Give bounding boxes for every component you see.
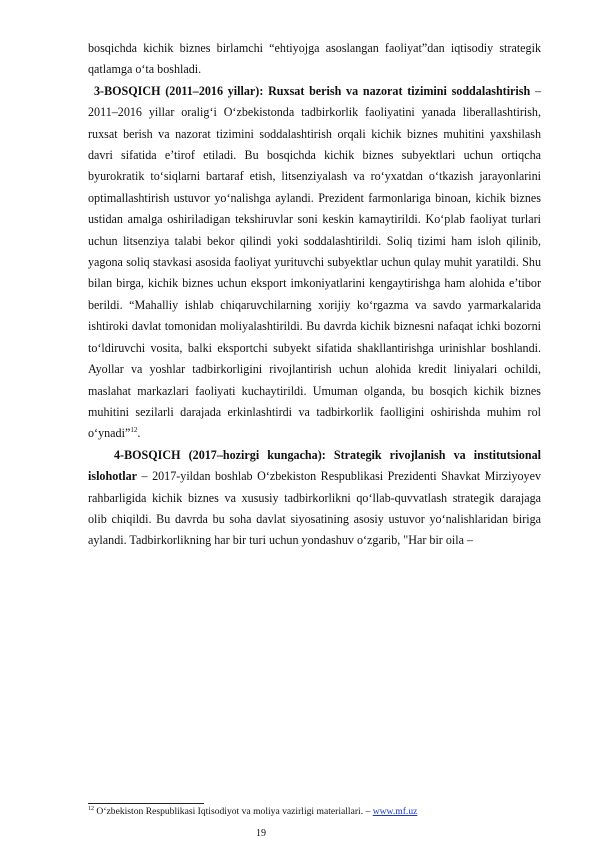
stage-4-text: – 2017-yildan boshlab O‘zbekiston Respublikasi Prezidenti Shavkat Mirziyoyev rahbarligida kichik biznes va xususiy tadbirkorlikni qo‘llab-quvvatlash strategik darajaga olib chiqildi. Bu davrda bu soha davlat siyosatining asosiy ustuvor yo‘nalishlaridan biriga aylandi. Tadbirkorlikning har bir turi uchun yondashuv o‘zgarib, "Har bir oila – xyxy=(88,469,541,548)
stage-3-heading: 3-BOSQICH (2011–2016 yillar): Ruxsat berish va nazorat tizimini soddalashtirish xyxy=(94,83,531,98)
paragraph-1 xyxy=(88,38,541,81)
footnote-divider xyxy=(88,803,204,804)
paragraph-1-text: bosqichda kichik biznes birlamchi “ehtiyojga asoslangan faoliyat”dan iqtisodiy strategik qatlamga o‘ta boshladi. xyxy=(88,41,541,77)
stage-4-heading: 4-BOSQICH (2017–hozirgi kungacha): Strategik rivojlanish va institutsional islohotlar xyxy=(88,447,541,484)
document-body xyxy=(88,38,541,552)
stage-3-end: . xyxy=(137,426,141,441)
footnote-number: 12 xyxy=(88,805,94,812)
paragraph-stage-3 xyxy=(88,81,541,445)
footnote-reference[interactable]: 12 xyxy=(130,426,138,435)
paragraph-stage-4 xyxy=(88,445,541,552)
footnote xyxy=(88,806,541,818)
page-number: 19 xyxy=(256,828,266,839)
stage-3-text: – 2011–2016 yillar oralig‘i O‘zbekistonda tadbirkorlik faoliyatini yanada liberallashtirish, ruxsat berish va nazorat tizimini soddalashtirish orqali kichik biznes muhitini yaxshilash davri sifatida e’tirof etiladi. Bu bosqichda kichik biznes subyektlari uchun ortiqcha byurokratik to‘siqlarni bartaraf etish, litsenziyalash va ro‘yxatdan o‘tkazish jarayonlarini optimallashtirish ustuvor yo‘nalishga aylandi. Prezident farmonlariga binoan, kichik biznes ustidan amalga oshiriladigan tekshiruvlar soni keskin kamaytirildi. Ko‘plab faoliyat turlari uchun litsenziya talabi bekor qilindi yoki soddalashtirildi. Soliq tizimi ham isloh qilinib, yagona soliq stavkasi asosida faoliyat yurituvchi subyektlar uchun qulay muhit yaratildi. Shu bilan birga, kichik biznes uchun eksport imkoniyatlarini kengaytirishga ham alohida e’tibor berildi. “Mahalliy ishlab chiqaruvchilarning xorijiy ko‘rgazma va savdo yarmarkalarida ishtiroki davlat tomonidan moliyalashtirildi. Bu davrda kichik biznesni nafaqat ichki bozorni to‘ldiruvchi vosita, balki eksportchi subyekt sifatida shakllantirishga urinishlar boshlandi. Ayollar va yoshlar tadbirkorligini rivojlantirish uchun alohida kredit liniyalari ochildi, maslahat markazlari faoliyati kuchaytirildi. Umuman olganda, bu bosqich kichik biznes muhitini sezilarli darajada erkinlashtirdi va tadbirkorlik faolligini oshirishda muhim rol o‘ynadi” xyxy=(88,83,541,441)
footnote-text: O‘zbekiston Respublikasi Iqtisodiyot va moliya vazirligi materiallari. – xyxy=(94,806,373,817)
footnote-link[interactable]: www.mf.uz xyxy=(372,806,418,817)
